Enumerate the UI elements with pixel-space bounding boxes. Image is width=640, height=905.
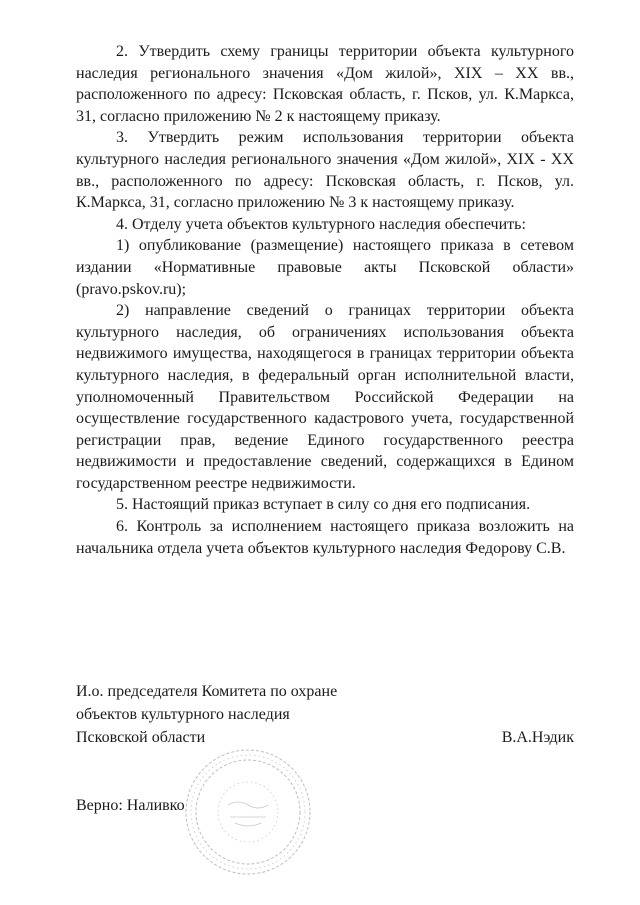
paragraph-item-4: 4. Отделу учета объектов культурного наследия обеспечить: (116, 215, 526, 233)
subitem-publication: 1) опубликование (размещение) настоящего приказа в сетевом издании «Нормативные правовые акты Псковской области» (pravo.pskov.ru); (76, 237, 574, 298)
paragraph-item-6: 6. Контроль за исполнением настоящего приказа возложить на начальника отдела учета объектов культурного наследия Федорову С.В. (76, 518, 574, 557)
signer-position-line-2: объектов культурного наследия (76, 706, 290, 723)
official-seal-stamp (183, 747, 313, 877)
signer-position-line-1: И.о. председателя Комитета по охране (76, 683, 338, 700)
paragraph-item-5: 5. Настоящий приказ вступает в силу со дня его подписания. (116, 496, 531, 514)
signer-name: В.А.Нэдик (501, 729, 574, 746)
signature-block (76, 680, 574, 749)
paragraph-item-3: 3. Утвердить режим использования территории объекта культурного наследия регионального значения «Дом жилой», XIX - XX вв., расположенного по адресу: Псковская область, г. Псков, ул. К.Маркса, 31, согласно приложению № 3 к настоящему приказу. (76, 129, 574, 212)
verification-note: Верно: Наливко (76, 797, 185, 814)
paragraph-item-2: 2. Утвердить схему границы территории объекта культурного наследия регионального значения «Дом жилой», XIX – XX вв., расположенного по адресу: Псковская область, г. Псков, ул. К.Маркса, 31, согласно приложению № 2 к настоящему приказу. (76, 43, 574, 125)
signer-position-line-3: Псковской области (76, 729, 206, 746)
order-body (76, 41, 574, 559)
subitem-send-info: 2) направление сведений о границах территории объекта культурного наследия, об ограничениях использования объекта недвижимого имущества, находящегося в границах территории объекта культурного наследия, в федеральный орган исполнительной власти, уполномоченный Правительством Российской Федерации на осуществление государственного кадастрового учета, государственной регистрации прав, ведение Единого государственного реестра недвижимости и предоставление сведений, содержащихся в Едином государственном реестре недвижимости. (76, 302, 574, 492)
